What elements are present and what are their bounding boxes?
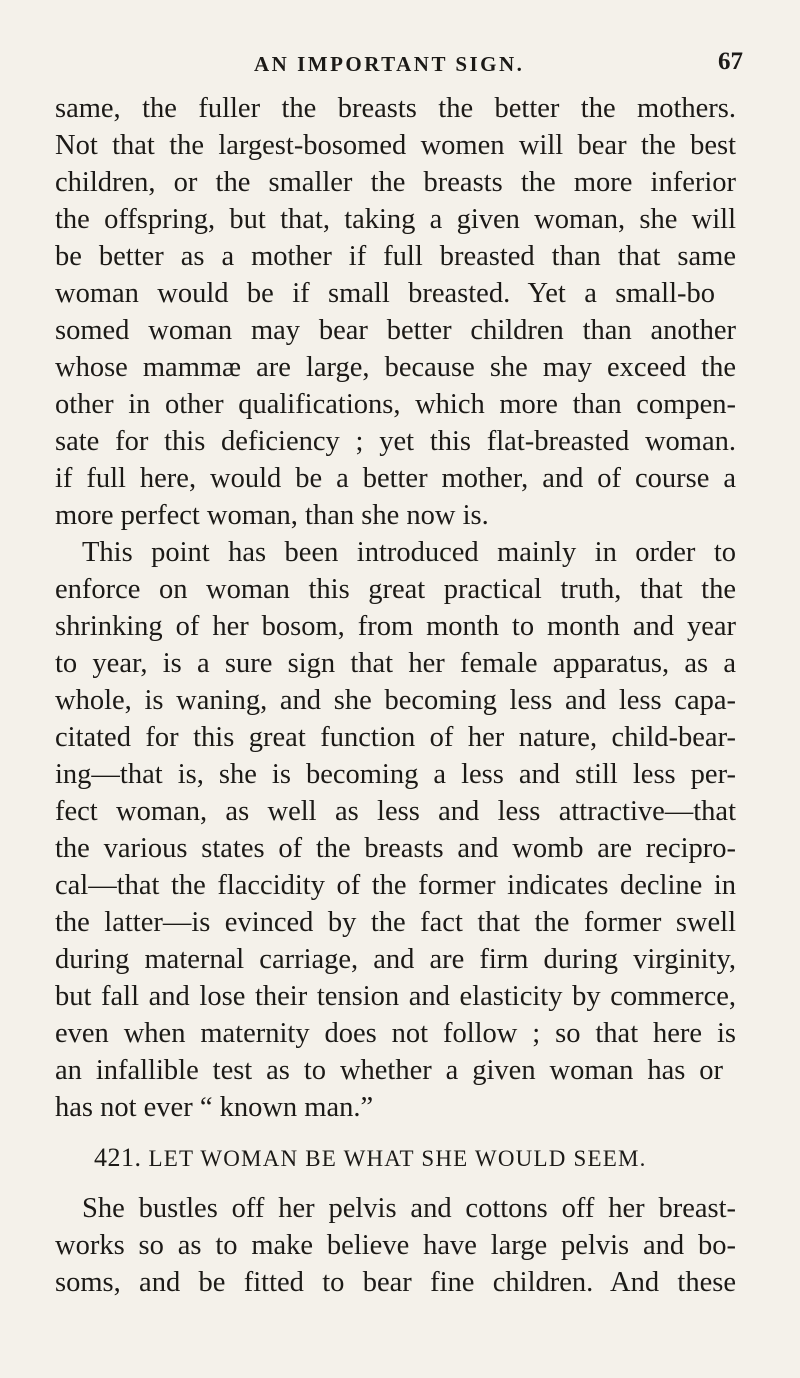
text-line: same, the fuller the breasts the better the mothers. [55,93,736,124]
text-line: even when maternity does not follow ; so that here is [55,1018,736,1049]
text-line: during maternal carriage, and are firm during virginity, [55,944,736,975]
text-line: whole, is waning, and she becoming less and less capa- [55,685,736,716]
running-title: AN IMPORTANT SIGN. [254,52,525,76]
text-line: works so as to make believe have large pelvis and bo- [55,1230,736,1261]
text-line: fect woman, as well as less and less attractive—that [55,796,736,827]
text-line: children, or the smaller the breasts the more inferior [55,167,736,198]
text-line: citated for this great function of her nature, child-bear- [55,722,736,753]
text-line: shrinking of her bosom, from month to month and year [55,611,736,642]
text-line: She bustles off her pelvis and cottons off her breast- [82,1193,736,1224]
text-line: an infallible test as to whether a given woman has or [55,1055,723,1086]
text-line: the offspring, but that, taking a given woman, she will [55,204,736,235]
text-line: but fall and lose their tension and elasticity by commerce, [55,981,736,1012]
text-line: if full here, would be a better mother, and of course a [55,463,736,494]
section-number: 421. [94,1143,142,1172]
text-line: the latter—is evinced by the fact that the former swell [55,907,736,938]
section-title: LET WOMAN BE WHAT SHE WOULD SEEM. [148,1146,647,1171]
text-line: Not that the largest-bosomed women will bear the best [55,130,736,161]
text-line: ing—that is, she is becoming a less and still less per- [55,759,736,790]
section-heading [94,1143,647,1173]
text-line: whose mammæ are large, because she may exceed the [55,352,736,383]
text-line: cal—that the flaccidity of the former indicates decline in [55,870,736,901]
text-line: other in other qualifications, which more than compen- [55,389,736,420]
running-header [0,48,800,92]
text-line: This point has been introduced mainly in order to [82,537,736,568]
text-line: woman would be if small breasted. Yet a small-bo [55,278,715,309]
text-line: the various states of the breasts and womb are recipro- [55,833,736,864]
text-line: soms, and be fitted to bear fine children. And these [55,1267,736,1298]
text-line: has not ever “ known man.” [55,1092,374,1123]
page-number: 67 [718,48,743,75]
text-line: to year, is a sure sign that her female apparatus, as a [55,648,736,679]
text-line: enforce on woman this great practical truth, that the [55,574,736,605]
text-line: sate for this deficiency ; yet this flat-breasted woman. [55,426,736,457]
text-line: somed woman may bear better children than another [55,315,736,346]
text-line: be better as a mother if full breasted than that same [55,241,736,272]
text-line: more perfect woman, than she now is. [55,500,489,531]
